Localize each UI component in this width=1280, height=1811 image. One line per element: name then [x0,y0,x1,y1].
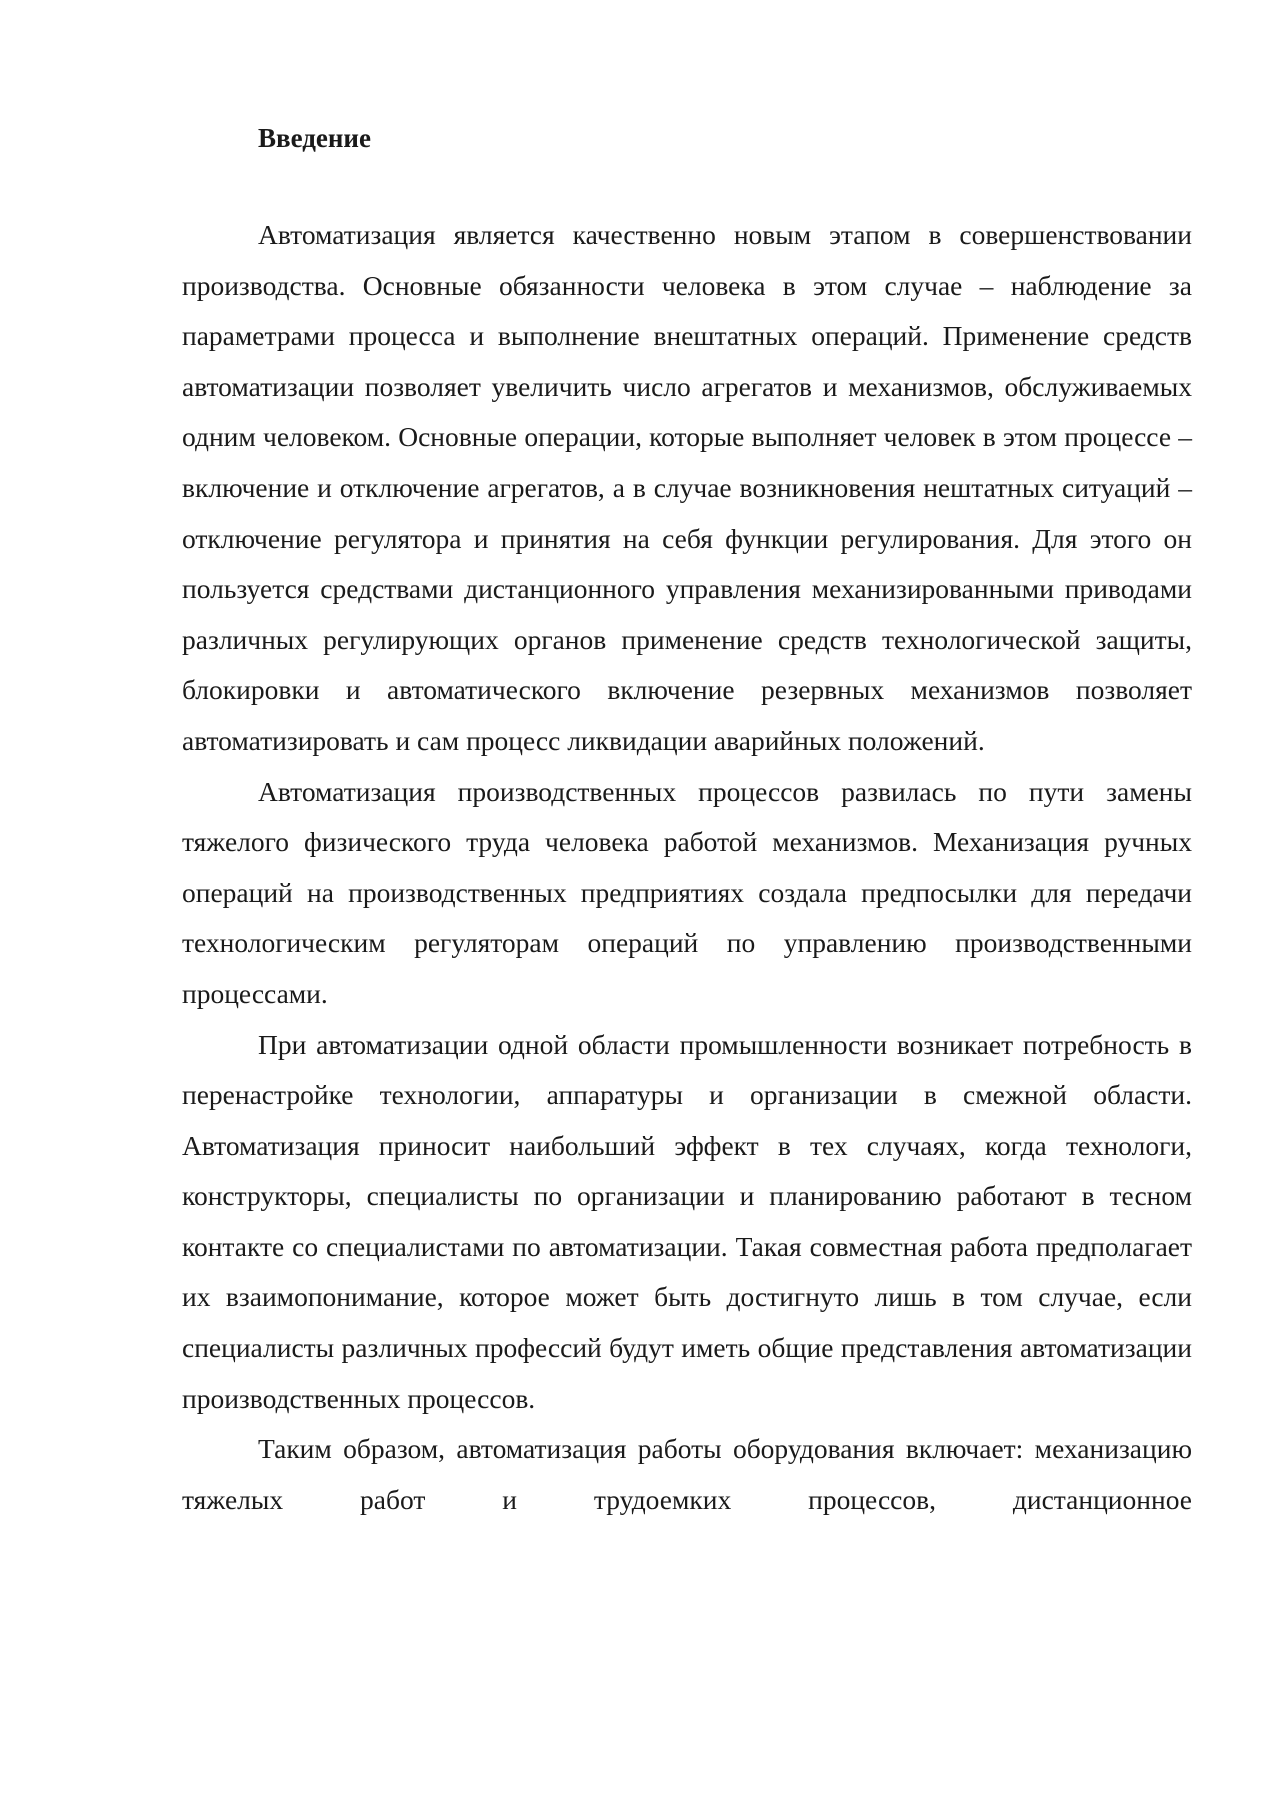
paragraph: Таким образом, автоматизация работы оборудования включает: механизацию тяжелых работ и трудоемких процессов, дистанционное [182,1433,1192,1515]
body-text [182,210,1192,1525]
paragraph: Автоматизация является качественно новым этапом в совершенствовании производства. Основные обязанности человека в этом случае – наблюдение за параметрами процесса и выполнение внештатных операций. Применение средств автоматизации позволяет увеличить число агрегатов и механизмов, обслуживаемых одним человеком. Основные операции, которые выполняет человек в этом процессе – включение и отключение агрегатов, а в случае возникновения нештатных ситуаций – отключение регулятора и принятия на себя функции регулирования. Для этого он пользуется средствами дистанционного управления механизированными приводами различных регулирующих органов применение средств технологической защиты, блокировки и автоматического включение резервных механизмов позволяет автоматизировать и сам процесс ликвидации аварийных положений. [182,219,1192,756]
paragraph: При автоматизации одной области промышленности возникает потребность в перенастройке технологии, аппаратуры и организации в смежной области. Автоматизация приносит наибольший эффект в тех случаях, когда технологи, конструкторы, специалисты по организации и планированию работают в тесном контакте со специалистами по автоматизации. Такая совместная работа предполагает их взаимопонимание, которое может быть достигнуто лишь в том случае, если специалисты различных профессий будут иметь общие представления автоматизации производственных процессов. [182,1028,1192,1414]
paragraph: Автоматизация производственных процессов развилась по пути замены тяжелого физического труда человека работой механизмов. Механизация ручных операций на производственных предприятиях создала предпосылки для передачи технологическим регуляторам операций по управлению производственными процессами. [182,775,1192,1009]
section-heading: Введение [258,123,371,153]
